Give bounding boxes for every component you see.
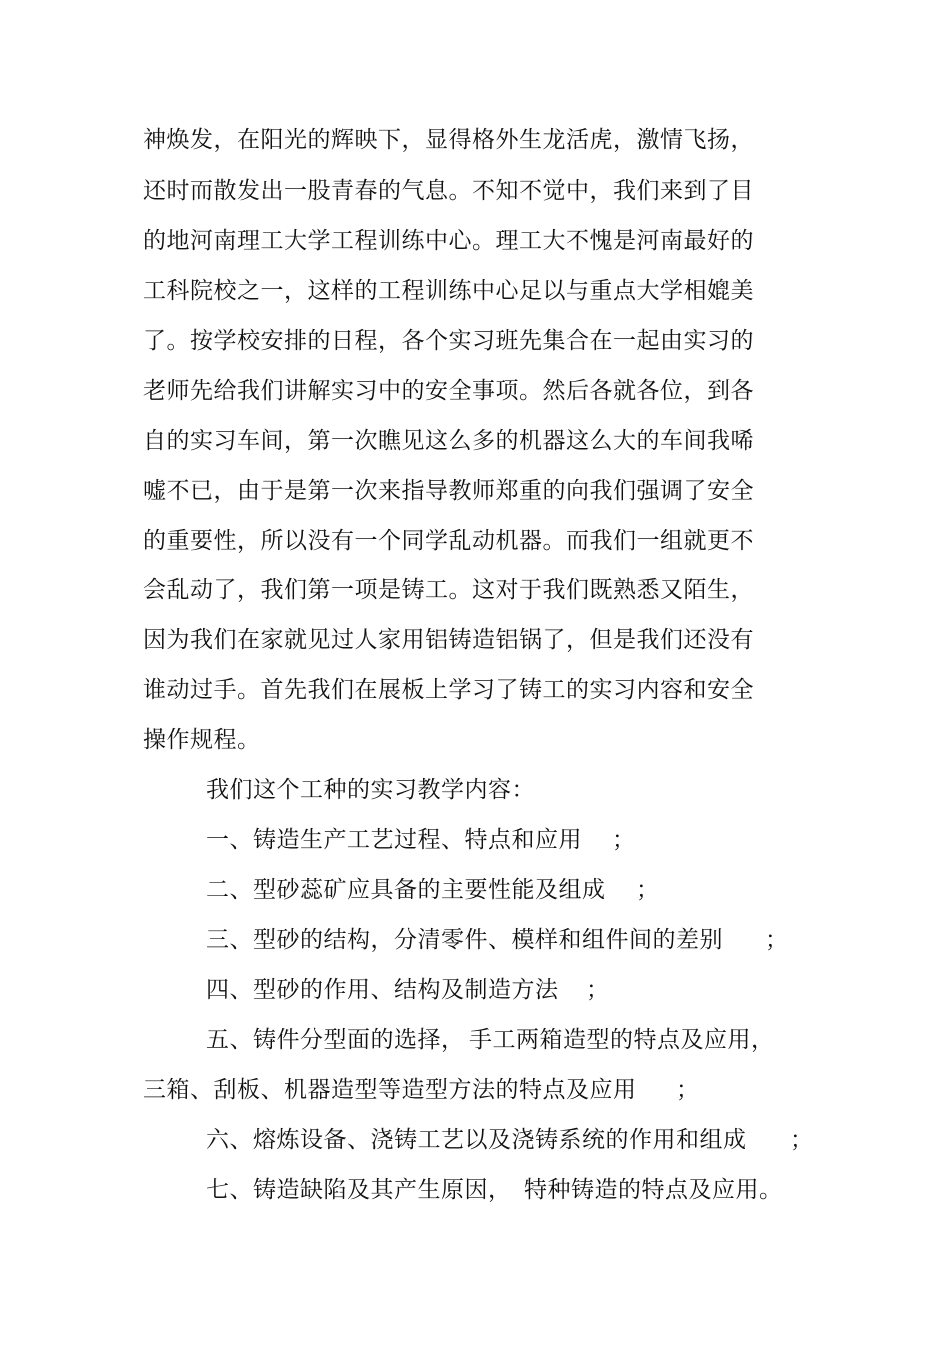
list-item [0,965,610,1015]
line-text: 的地河南理工大学工程训练中心。理工大不愧是河南最好的 [143,228,754,254]
intro-text: 我们这个工种的实习教学内容： [206,777,535,803]
list-item-end: ； [790,1127,814,1153]
line-text: 还时而散发出一股青春的气息。不知不觉中，我们来到了目 [143,178,754,204]
line-text: 了。按学校安排的日程，各个实习班先集合在一起由实习的 [143,328,754,354]
list-item [0,865,660,915]
list-item [0,815,636,865]
line-text: 神焕发，在阳光的辉映下，显得格外生龙活虎，激情飞扬， [143,127,754,153]
list-item-text: 二、型砂蕊矿应具备的主要性能及组成 [206,877,606,903]
line-text: 自的实习车间，第一次瞧见这么多的机器这么大的车间我唏 [143,428,754,454]
list-item-end: ； [636,877,660,903]
list-item-text: 三、型砂的结构，分清零件、模样和组件间的差别 [206,927,723,953]
list-item-end: ； [676,1077,700,1103]
list-item-text-2: 特种铸造的特点及应用。 [524,1177,783,1203]
list-item-text: 五、铸件分型面的选择， [206,1027,465,1053]
line-text: 的重要性，所以没有一个同学乱动机器。而我们一组就更不 [143,528,754,554]
list-item-end: ； [765,927,789,953]
list-item [0,915,789,965]
list-item [0,1165,783,1215]
list-item-end: ； [586,977,610,1003]
line-text: 操作规程。 [143,727,261,753]
list-item-text: 三箱、刮板、机器造型等造型方法的特点及应用 [143,1077,637,1103]
list-item-text: 一、铸造生产工艺过程、特点和应用 [206,827,582,853]
list-item [0,1115,814,1165]
list-item-text: 七、铸造缺陷及其产生原因， [206,1177,512,1203]
list-item-text: 四、型砂的作用、结构及制造方法 [206,977,559,1003]
line-text: 因为我们在家就见过人家用铝铸造铝锅了，但是我们还没有 [143,627,754,653]
line-text: 会乱动了，我们第一项是铸工。这对于我们既熟悉又陌生， [143,577,754,603]
list-item-continuation [0,1065,700,1115]
line-text: 谁动过手。首先我们在展板上学习了铸工的实习内容和安全 [143,677,754,703]
line-text: 嘘不已，由于是第一次来指导教师郑重的向我们强调了安全 [143,478,754,504]
line-text: 工科院校之一，这样的工程训练中心足以与重点大学相媲美 [143,278,754,304]
list-item-text-2: 手工两箱造型的特点及应用， [469,1027,775,1053]
list-item-text: 六、熔炼设备、浇铸工艺以及浇铸系统的作用和组成 [206,1127,747,1153]
line-text: 老师先给我们讲解实习中的安全事项。然后各就各位，到各 [143,378,754,404]
list-item-end: ； [612,827,636,853]
list-item [0,1015,775,1065]
